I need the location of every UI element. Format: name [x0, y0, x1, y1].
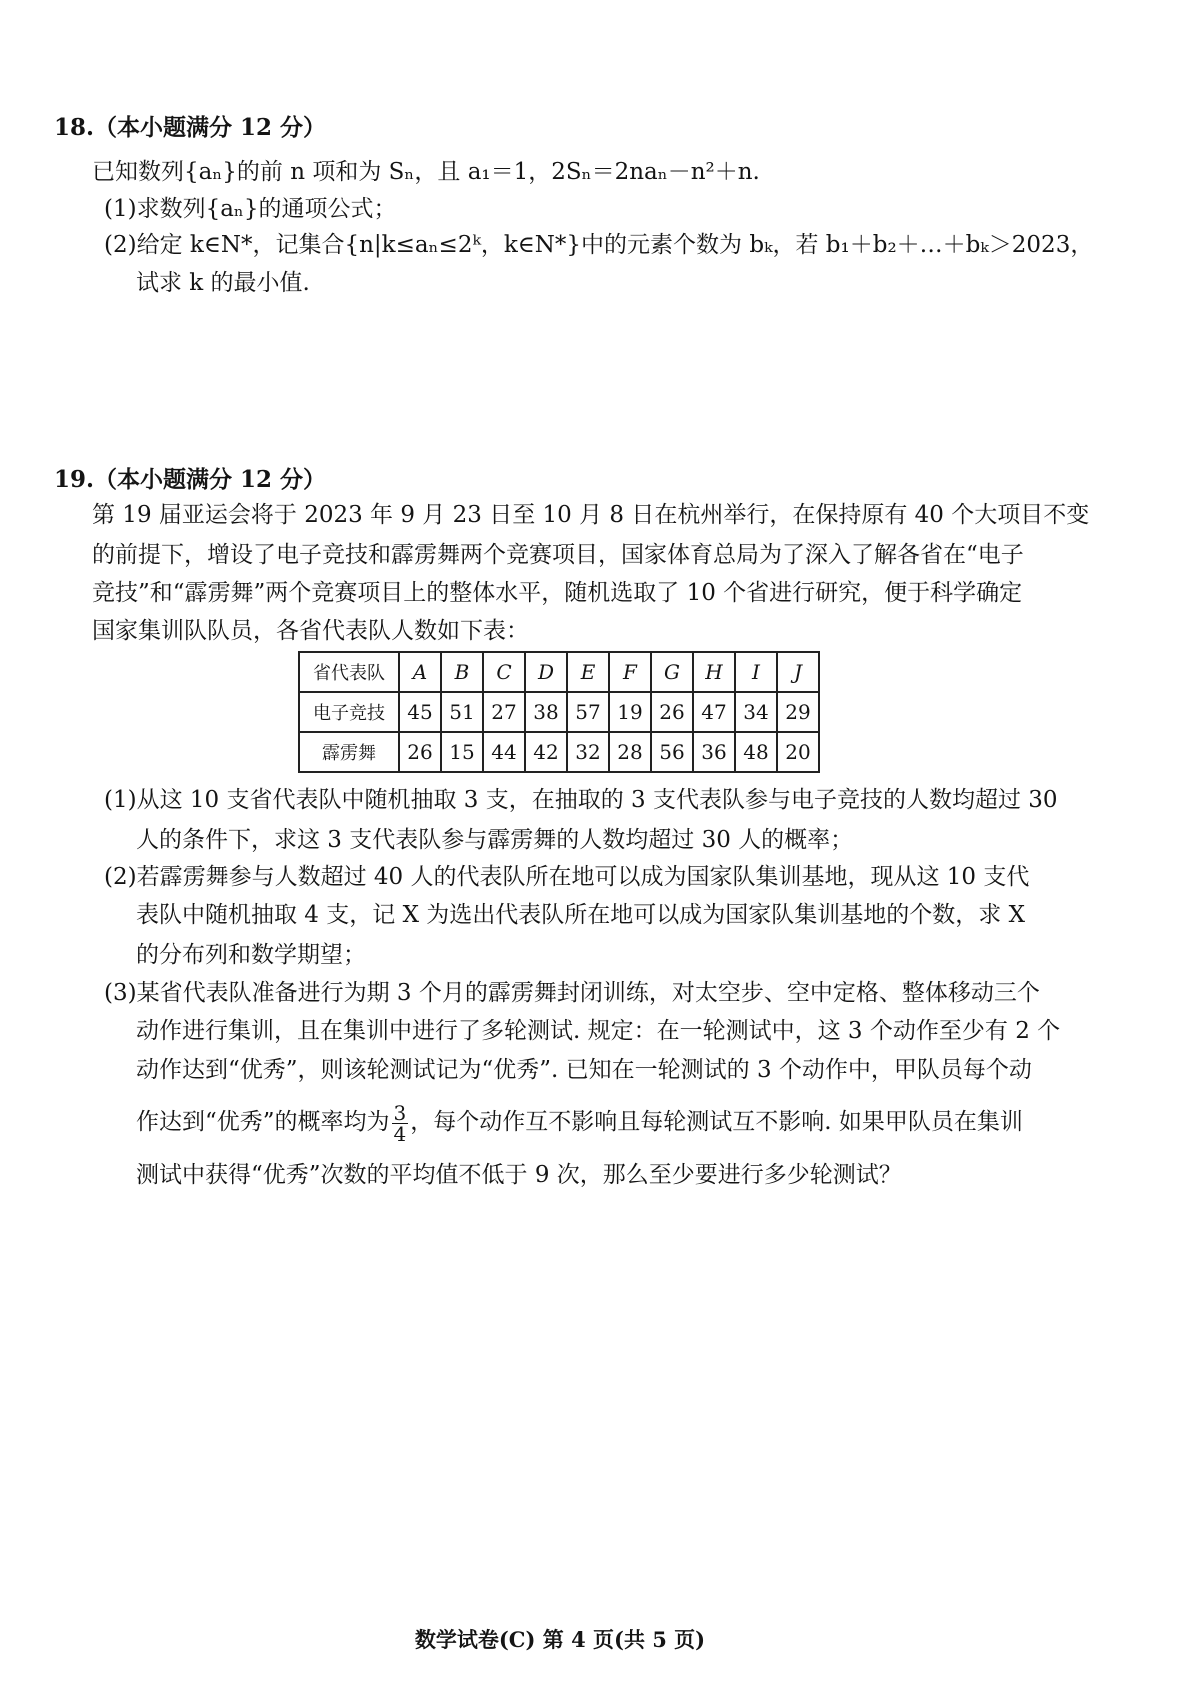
q19-part3-line3: 动作达到“优秀”，则该轮测试记为“优秀”. 已知在一轮测试的 3 个动作中，甲队员每个动 [136, 1057, 1032, 1083]
table-header-label: 省代表队 [299, 652, 399, 692]
fraction-numerator: 3 [393, 1100, 407, 1125]
breaking-cell: 42 [525, 732, 567, 772]
breaking-cell: 56 [651, 732, 693, 772]
q19-part3-line2: 动作进行集训，且在集训中进行了多轮测试. 规定：在一轮测试中，这 3 个动作至少有 2 个 [136, 1018, 1061, 1044]
team-size-table [298, 651, 820, 773]
q19-part3-line1: (3)某省代表队准备进行为期 3 个月的霹雳舞封闭训练，对太空步、空中定格、整体移动三个 [104, 980, 1040, 1006]
team-cell: H [693, 652, 735, 692]
q19-part3-line5: 测试中获得“优秀”次数的平均值不低于 9 次，那么至少要进行多少轮测试？ [136, 1162, 902, 1188]
table-row-breaking [299, 732, 819, 772]
q19-part2-line3: 的分布列和数学期望； [136, 942, 366, 968]
table-header-row [299, 652, 819, 692]
esports-cell: 47 [693, 692, 735, 732]
esports-cell: 29 [777, 692, 819, 732]
q18-stem: 已知数列{aₙ}的前 n 项和为 Sₙ，且 a₁＝1，2Sₙ＝2naₙ－n²＋n. [92, 159, 760, 185]
q18-header: 18.（本小题满分 12 分） [54, 114, 327, 141]
breaking-cell: 44 [483, 732, 525, 772]
team-cell: B [441, 652, 483, 692]
q19-intro-line3: 竞技”和“霹雳舞”两个竞赛项目上的整体水平，随机选取了 10 个省进行研究，便于科学确定 [92, 580, 1023, 606]
esports-cell: 34 [735, 692, 777, 732]
esports-cell: 27 [483, 692, 525, 732]
team-cell: A [399, 652, 441, 692]
esports-cell: 38 [525, 692, 567, 732]
breaking-cell: 32 [567, 732, 609, 772]
team-cell: F [609, 652, 651, 692]
row-label-esports: 电子竞技 [299, 692, 399, 732]
q19-part1-line1: (1)从这 10 支省代表队中随机抽取 3 支，在抽取的 3 支代表队参与电子竞技的人数均超过 30 [104, 787, 1058, 813]
q19-part3-line4-a: 作达到“优秀”的概率均为 [136, 1109, 390, 1135]
team-cell: G [651, 652, 693, 692]
esports-cell: 57 [567, 692, 609, 732]
probability-fraction [392, 1100, 409, 1146]
q18-part1: (1)求数列{aₙ}的通项公式； [104, 196, 397, 222]
breaking-cell: 28 [609, 732, 651, 772]
q19-part3-line4-b: ，每个动作互不影响且每轮测试互不影响. 如果甲队员在集训 [410, 1109, 1023, 1135]
q19-part2-line2: 表队中随机抽取 4 支，记 X 为选出代表队所在地可以成为国家队集训基地的个数，求 X [136, 902, 1025, 928]
q19-part3-line4 [136, 1100, 1023, 1144]
team-cell: D [525, 652, 567, 692]
q18-part2-line2: 试求 k 的最小值. [136, 270, 310, 296]
team-cell: J [777, 652, 819, 692]
q19-part1-line2: 人的条件下，求这 3 支代表队参与霹雳舞的人数均超过 30 人的概率； [136, 827, 854, 853]
q19-intro-line4: 国家集训队队员，各省代表队人数如下表： [92, 618, 529, 644]
esports-cell: 51 [441, 692, 483, 732]
breaking-cell: 15 [441, 732, 483, 772]
q19-intro-line2: 的前提下，增设了电子竞技和霹雳舞两个竞赛项目，国家体育总局为了深入了解各省在“电子 [92, 542, 1024, 568]
table-row-esports [299, 692, 819, 732]
q18-part2-line1: (2)给定 k∈N*，记集合{n|k≤aₙ≤2ᵏ，k∈N*}中的元素个数为 bₖ，若 b₁＋b₂＋…＋bₖ＞2023， [104, 232, 1094, 258]
esports-cell: 26 [651, 692, 693, 732]
q19-header: 19.（本小题满分 12 分） [54, 466, 327, 493]
page-footer: 数学试卷(C) 第 4 页(共 5 页) [414, 1627, 706, 1652]
breaking-cell: 26 [399, 732, 441, 772]
esports-cell: 19 [609, 692, 651, 732]
esports-cell: 45 [399, 692, 441, 732]
team-cell: E [567, 652, 609, 692]
q19-intro-line1: 第 19 届亚运会将于 2023 年 9 月 23 日至 10 月 8 日在杭州举行，在保持原有 40 个大项目不变 [92, 502, 1090, 528]
breaking-cell: 36 [693, 732, 735, 772]
team-cell: I [735, 652, 777, 692]
q19-part2-line1: (2)若霹雳舞参与人数超过 40 人的代表队所在地可以成为国家队集训基地，现从这 10 支代 [104, 864, 1030, 890]
team-cell: C [483, 652, 525, 692]
fraction-denominator: 4 [393, 1121, 407, 1146]
breaking-cell: 20 [777, 732, 819, 772]
breaking-cell: 48 [735, 732, 777, 772]
row-label-breaking: 霹雳舞 [299, 732, 399, 772]
